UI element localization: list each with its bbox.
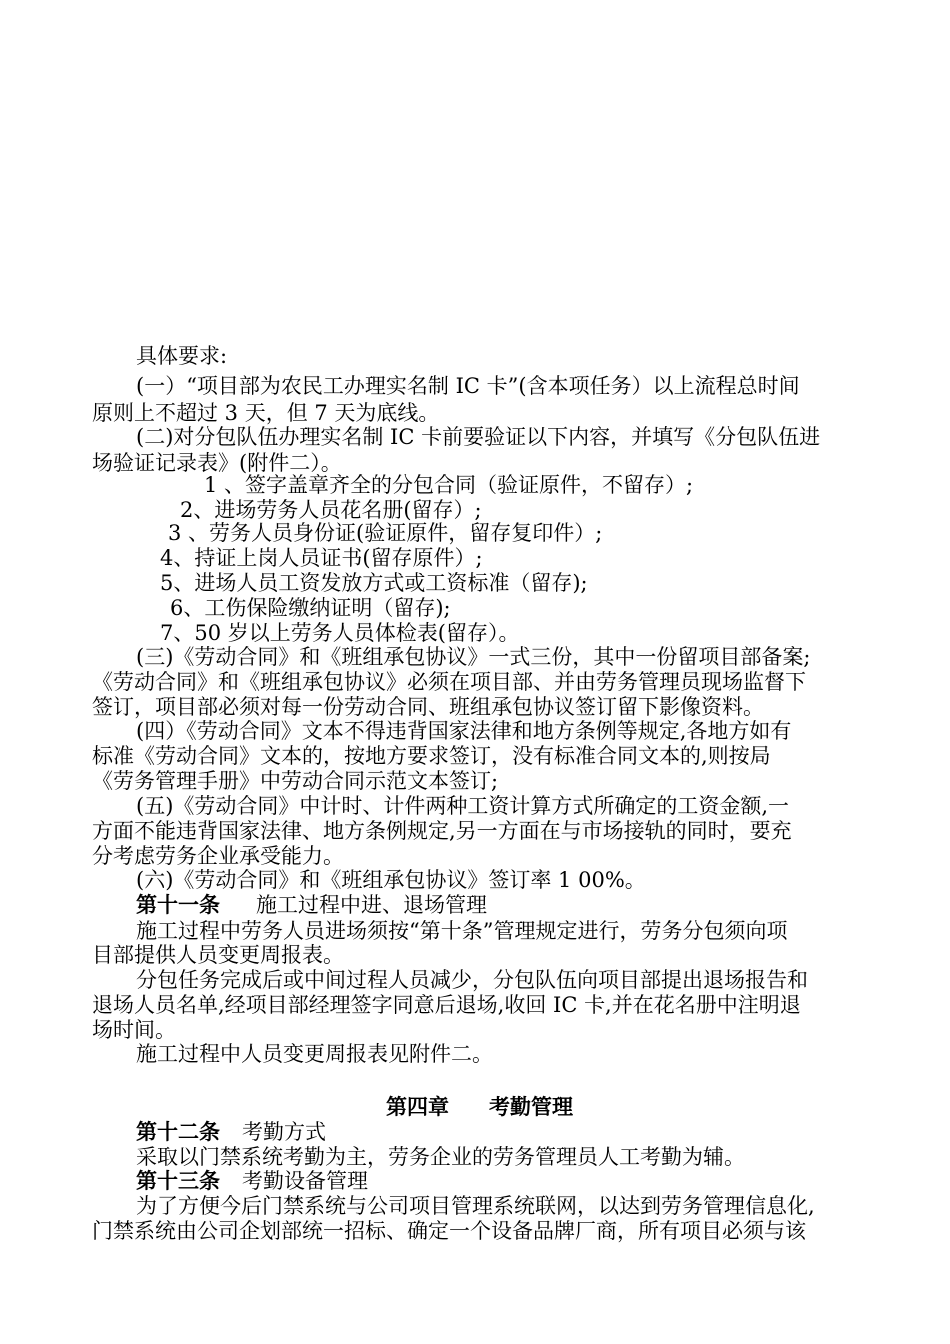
- list-item: 6、工伤保险缴纳证明（留存);: [170, 596, 451, 620]
- text-line: 场时间。: [92, 1018, 176, 1042]
- chapter-title: 考勤管理: [489, 1094, 573, 1119]
- chapter-heading: [386, 1094, 686, 1120]
- text-line: (二)对分包队伍办理实名制 IC 卡前要验证以下内容，并填写《分包队伍进: [136, 425, 821, 449]
- text-line: (五)《劳动合同》中计时、计件两种工资计算方式所确定的工资金额,一: [136, 794, 790, 818]
- article-label: 第十二条: [136, 1119, 220, 1144]
- text-line: 标准《劳动合同》文本的，按地方要求签订，没有标准合同文本的,则按局: [92, 744, 771, 768]
- article-title: 考勤方式: [242, 1120, 326, 1144]
- text-line: (六)《劳动合同》和《班组承包协议》签订率 1 00%。: [136, 868, 646, 892]
- text-line: (一）“项目部为农民工办理实名制 IC 卡”(含本项任务）以上流程总时间: [136, 374, 800, 398]
- text-line: (四）《劳动合同》文本不得违背国家法律和地方条例等规定,各地方如有: [136, 719, 792, 743]
- list-item: 1 、签字盖章齐全的分包合同（验证原件，不留存）;: [204, 473, 694, 497]
- article-label: 第十一条: [136, 892, 220, 917]
- chapter-label: 第四章: [386, 1094, 449, 1119]
- text-line: 原则上不超过 3 天，但 7 天为底线。: [92, 401, 440, 425]
- text-line: 分包任务完成后或中间过程人员减少，分包队伍向项目部提出退场报告和: [136, 968, 808, 992]
- list-item: 7、50 岁以上劳务人员体检表(留存）。: [160, 621, 520, 645]
- article-heading: [136, 892, 916, 918]
- list-item: 5、进场人员工资发放方式或工资标准（留存);: [160, 571, 588, 595]
- text-line: 场验证记录表》(附件二）。: [92, 451, 342, 475]
- text-line: 方面不能违背国家法律、地方条例规定,另一方面在与市场接轨的同时，要充: [92, 819, 792, 843]
- text-line: 门禁系统由公司企划部统一招标、确定一个设备品牌厂商，所有项目必须与该: [92, 1219, 806, 1243]
- text-line: 退场人员名单,经项目部经理签字同意后退场,收回 IC 卡,并在花名册中注明退: [92, 993, 801, 1017]
- article-title: 考勤设备管理: [242, 1169, 368, 1193]
- text-line: 《劳动合同》和《班组承包协议》必须在项目部、并由劳务管理员现场监督下: [92, 670, 806, 694]
- text-line: 《劳务管理手册》中劳动合同示范文本签订;: [92, 769, 499, 793]
- text-line: 为了方便今后门禁系统与公司项目管理系统联网，以达到劳务管理信息化,: [136, 1194, 815, 1218]
- text-line: 施工过程中人员变更周报表见附件二。: [136, 1042, 493, 1066]
- list-item: 3 、劳务人员身份证(验证原件，留存复印件）;: [168, 521, 603, 545]
- text-line: (三)《劳动合同》和《班组承包协议》一式三份，其中一份留项目部备案;: [136, 645, 811, 669]
- text-line: 目部提供人员变更周报表。: [92, 943, 344, 967]
- article-title: 施工过程中进、退场管理: [256, 893, 487, 917]
- list-item: 2、进场劳务人员花名册(留存）;: [180, 498, 482, 522]
- text-line: 具体要求:: [136, 344, 228, 368]
- list-item: 4、持证上岗人员证书(留存原件）;: [160, 546, 483, 570]
- text-line: 采取以门禁系统考勤为主，劳务企业的劳务管理员人工考勤为辅。: [136, 1145, 745, 1169]
- article-heading: [136, 1119, 916, 1145]
- text-line: 签订，项目部必须对每一份劳动合同、班组承包协议签订留下影像资料。: [92, 695, 764, 719]
- article-heading: [136, 1168, 916, 1194]
- text-line: 分考虑劳务企业承受能力。: [92, 844, 344, 868]
- article-label: 第十三条: [136, 1168, 220, 1193]
- text-line: 施工过程中劳务人员进场须按“第十条”管理规定进行，劳务分包须向项: [136, 919, 788, 943]
